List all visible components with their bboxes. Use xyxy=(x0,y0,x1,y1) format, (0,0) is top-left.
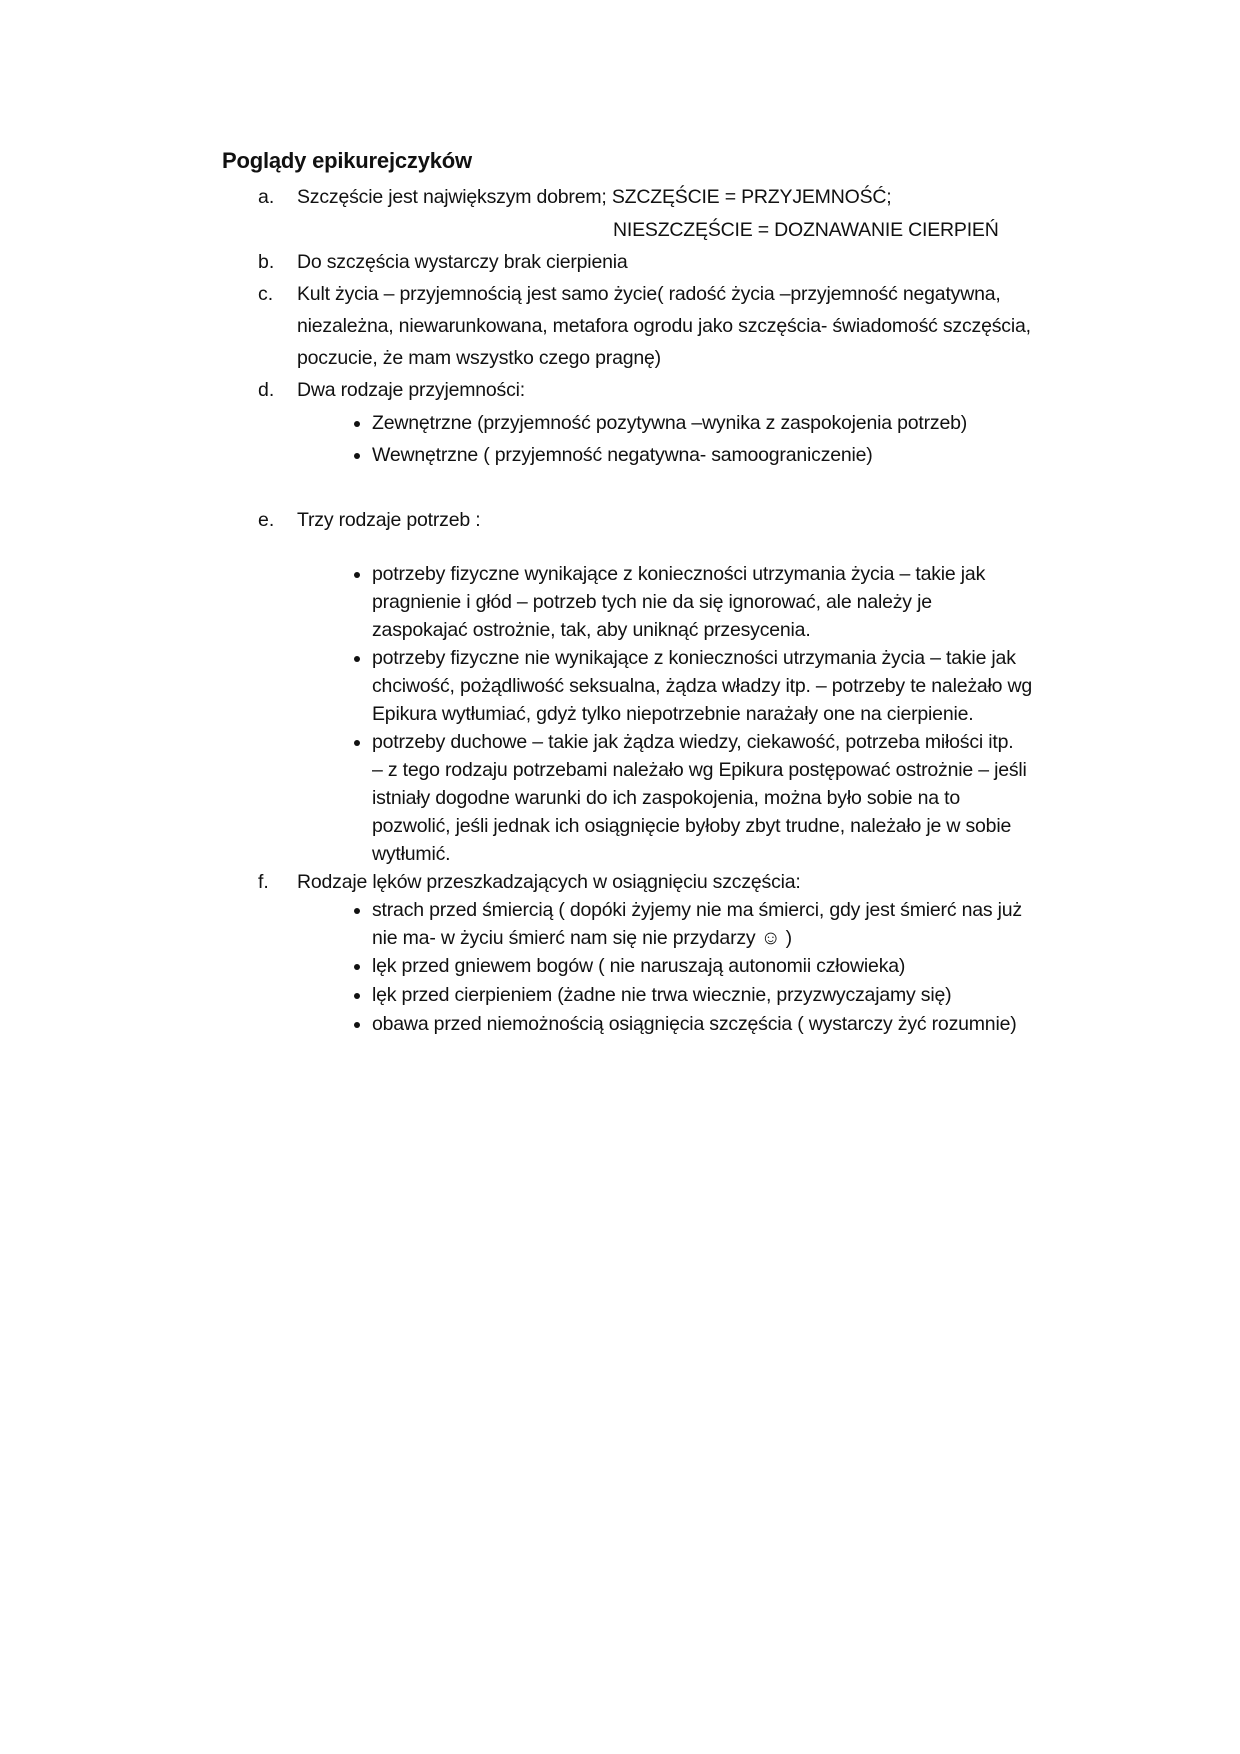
item-f-b1-line-1: strach przed śmiercią ( dopóki żyjemy nie ma śmierci, gdy jest śmierć nas już xyxy=(372,899,1022,921)
item-d-bullet-2: Wewnętrzne ( przyjemność negatywna- samoograniczenie) xyxy=(372,444,873,466)
item-f-b3: lęk przed cierpieniem (żadne nie trwa wiecznie, przyzwyczajamy się) xyxy=(372,984,952,1006)
list-marker-c: c. xyxy=(258,283,274,305)
list-marker-e: e. xyxy=(258,509,275,531)
list-marker-f: f. xyxy=(258,871,269,893)
item-e-b1-line-2: pragnienie i głód – potrzeb tych nie da się ignorować, ale należy je xyxy=(372,591,932,613)
item-e-b3-line-2: – z tego rodzaju potrzebami należało wg Epikura postępować ostrożnie – jeśli xyxy=(372,759,1027,781)
item-c-line-3: poczucie, że mam wszystko czego pragnę) xyxy=(297,347,661,369)
bullet-icon xyxy=(354,656,360,662)
bullet-icon xyxy=(354,964,360,970)
item-c-line-1: Kult życia – przyjemnością jest samo życie( radość życia –przyjemność negatywna, xyxy=(297,283,1001,305)
item-e-b3-line-5: wytłumić. xyxy=(372,843,451,865)
item-d-line-1: Dwa rodzaje przyjemności: xyxy=(297,379,526,401)
item-e-b3-line-1: potrzeby duchowe – takie jak żądza wiedzy, ciekawość, potrzeba miłości itp. xyxy=(372,731,1014,753)
item-b-line-1: Do szczęścia wystarczy brak cierpienia xyxy=(297,251,628,273)
bullet-icon xyxy=(354,421,360,427)
item-f-line-1: Rodzaje lęków przeszkadzających w osiągnięciu szczęścia: xyxy=(297,871,801,893)
bullet-icon xyxy=(354,740,360,746)
item-e-b3-line-4: pozwolić, jeśli jednak ich osiągnięcie byłoby zbyt trudne, należało je w sobie xyxy=(372,815,1012,837)
item-e-b2-line-3: Epikura wytłumiać, gdyż tylko niepotrzebnie narażały one na cierpienie. xyxy=(372,703,974,725)
item-e-line-1: Trzy rodzaje potrzeb : xyxy=(297,509,481,531)
page-title: Poglądy epikurejczyków xyxy=(222,148,472,173)
list-marker-b: b. xyxy=(258,251,275,273)
item-e-b3-line-3: istniały dogodne warunki do ich zaspokojenia, można było sobie na to xyxy=(372,787,961,809)
item-f-b1-line-2: nie ma- w życiu śmierć nam się nie przydarzy ☺ ) xyxy=(372,927,792,949)
item-d-bullet-1: Zewnętrzne (przyjemność pozytywna –wynika z zaspokojenia potrzeb) xyxy=(372,412,968,434)
list-marker-d: d. xyxy=(258,379,275,401)
item-f-b4: obawa przed niemożnością osiągnięcia szczęścia ( wystarczy żyć rozumnie) xyxy=(372,1013,1017,1035)
item-e-b1-line-3: zaspokajać ostrożnie, tak, aby uniknąć przesycenia. xyxy=(372,619,811,641)
item-e-b2-line-2: chciwość, pożądliwość seksualna, żądza władzy itp. – potrzeby te należało wg xyxy=(372,675,1033,697)
item-f-b2: lęk przed gniewem bogów ( nie naruszają autonomii człowieka) xyxy=(372,955,906,977)
item-e-b1-line-1: potrzeby fizyczne wynikające z konieczności utrzymania życia – takie jak xyxy=(372,563,986,585)
item-e-b2-line-1: potrzeby fizyczne nie wynikające z konieczności utrzymania życia – takie jak xyxy=(372,647,1016,669)
bullet-icon xyxy=(354,1022,360,1028)
bullet-icon xyxy=(354,572,360,578)
bullet-icon xyxy=(354,908,360,914)
item-c-line-2: niezależna, niewarunkowana, metafora ogrodu jako szczęścia- świadomość szczęścia, xyxy=(297,315,1031,337)
item-a-line-1: Szczęście jest największym dobrem; SZCZĘŚCIE = PRZYJEMNOŚĆ; xyxy=(297,186,892,208)
bullet-icon xyxy=(354,453,360,459)
bullet-icon xyxy=(354,993,360,999)
list-marker-a: a. xyxy=(258,186,275,208)
item-a-line-2: NIESZCZĘŚCIE = DOZNAWANIE CIERPIEŃ xyxy=(613,219,999,241)
